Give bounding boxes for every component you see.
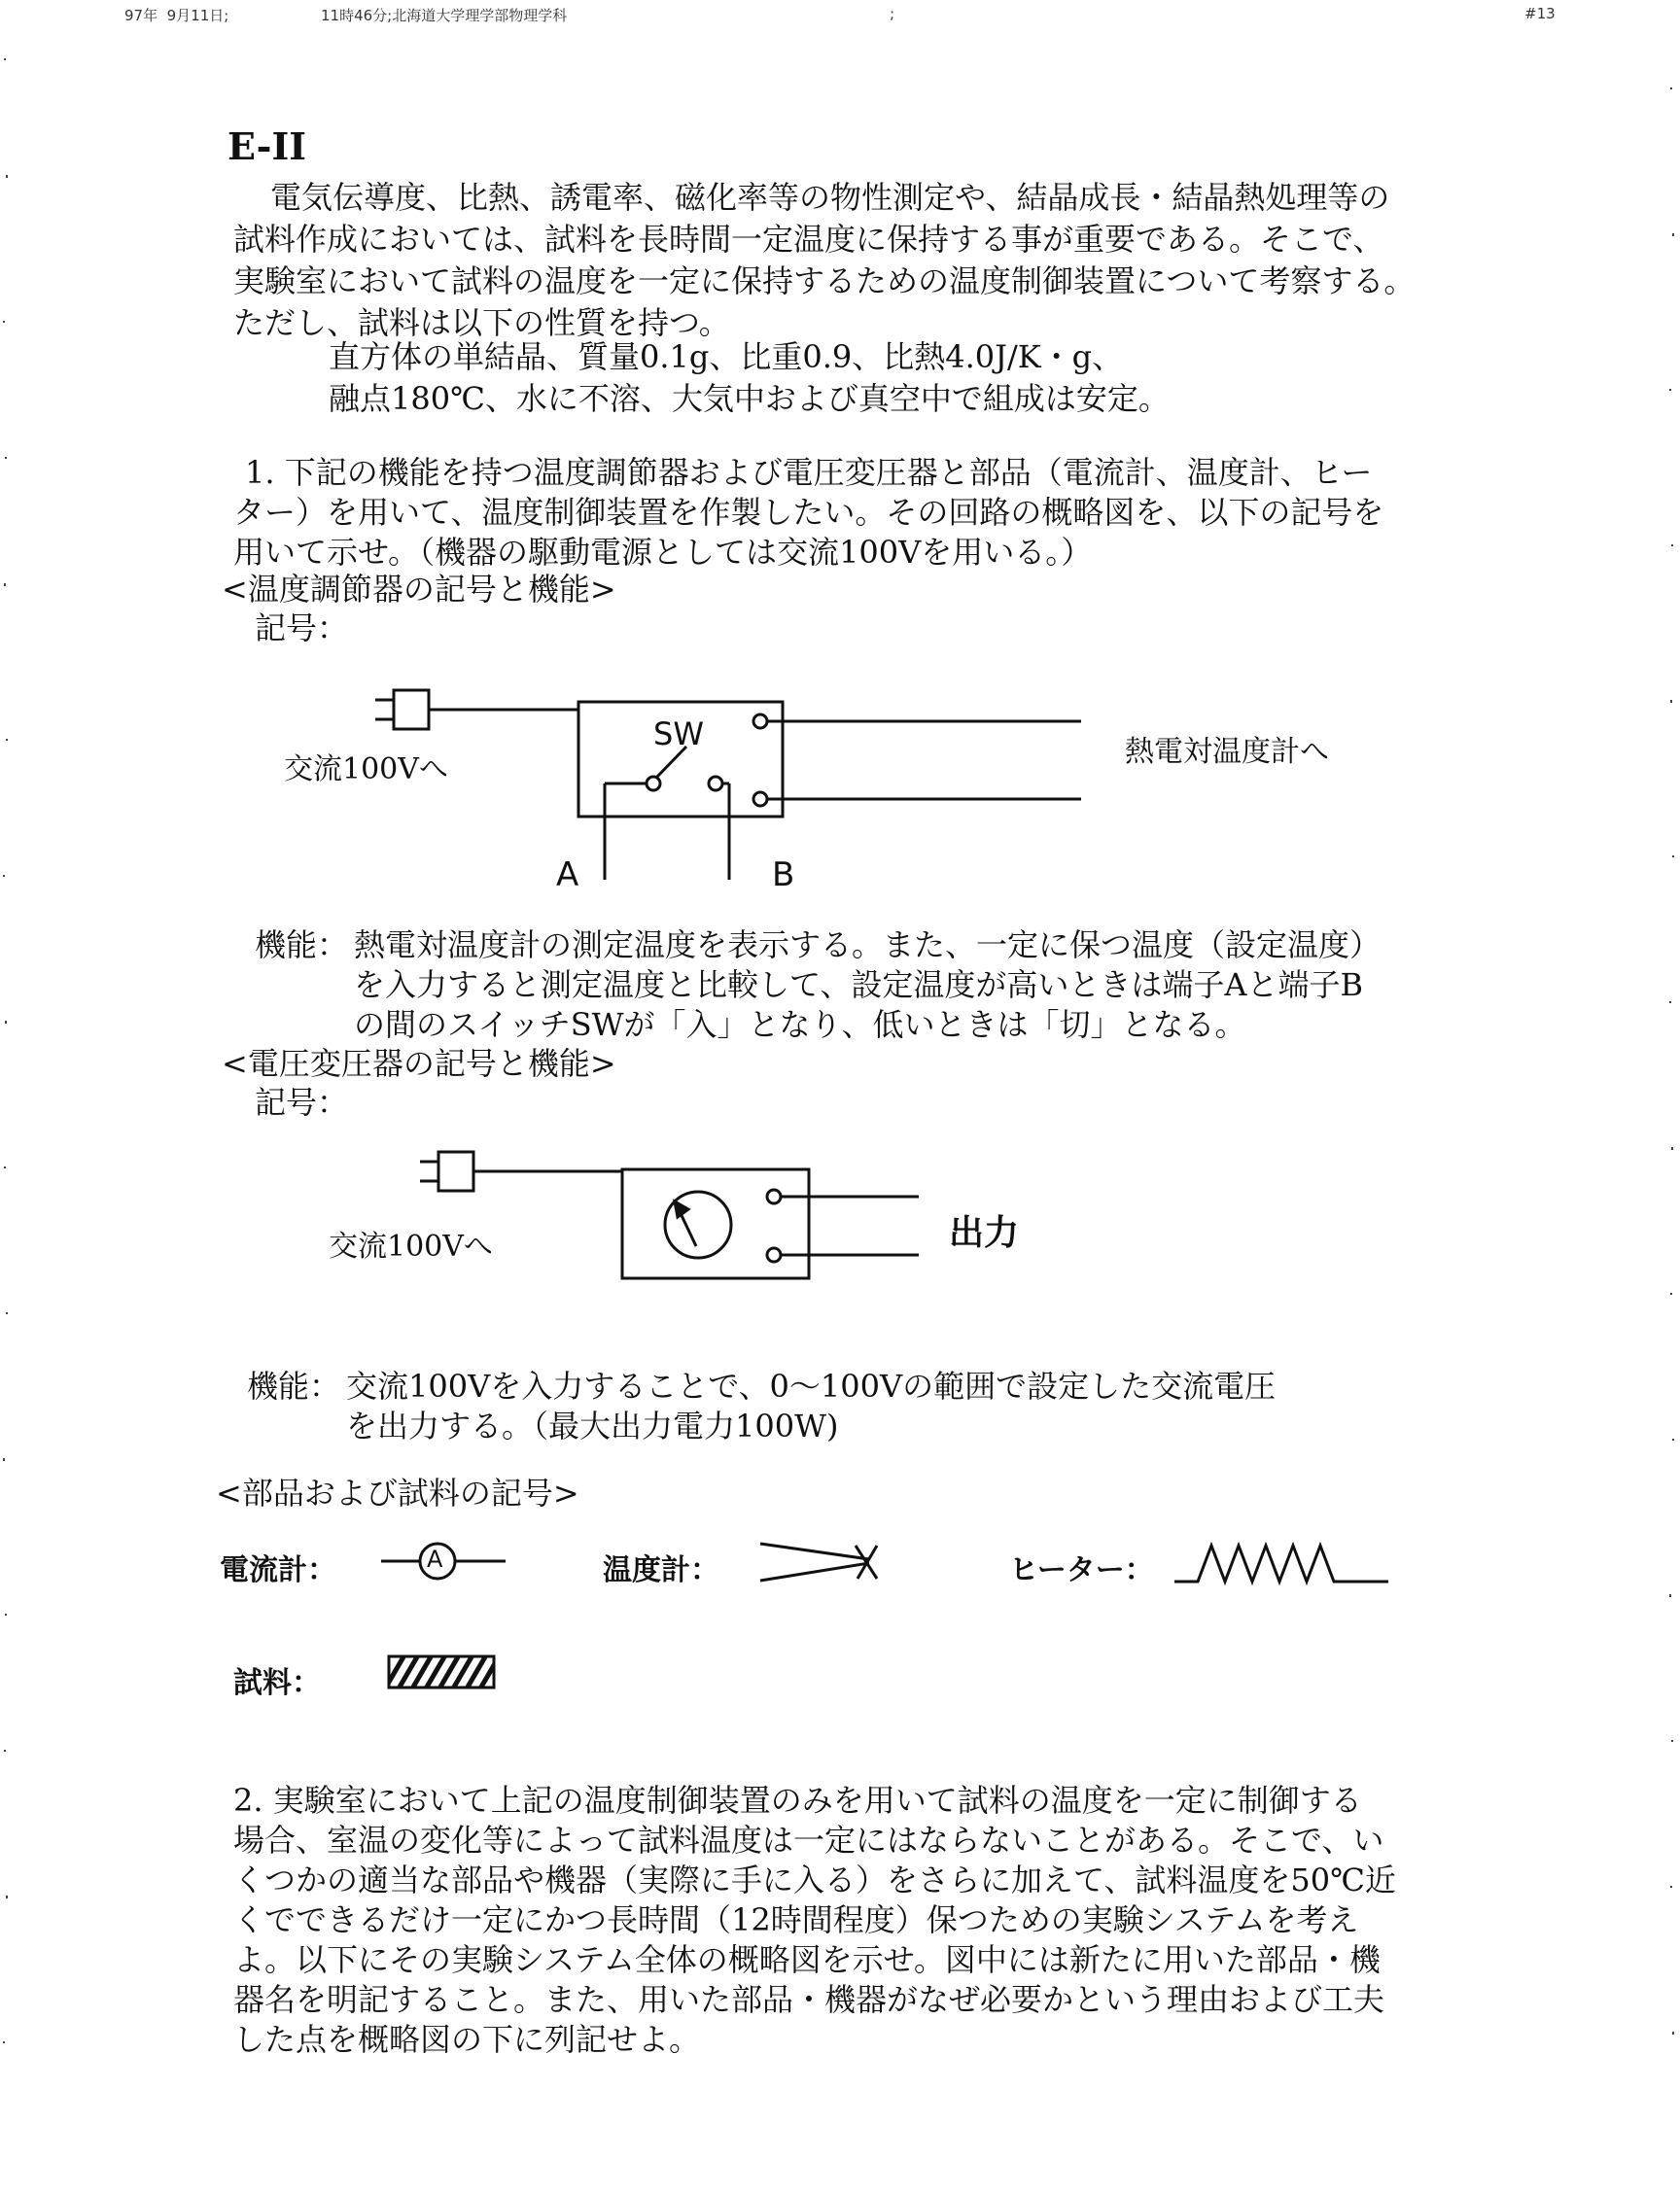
transformer-symbol-label: 記号： <box>255 1084 349 1121</box>
q2-line: 場合、室温の変化等によって試料温度は一定にはならないことがある。そこで、い <box>233 1822 1384 1859</box>
fax-page-number: #13 <box>1524 5 1556 22</box>
q2-line: した点を概略図の下に列記せよ。 <box>233 2021 701 2058</box>
parts-heading: <部品および試料の記号> <box>216 1475 579 1512</box>
sample-label: 試料： <box>233 1666 321 1700</box>
fax-time-sender: 11時46分;北海道大学理学部物理学科 <box>321 7 568 24</box>
output-label: 出力 <box>949 1213 1020 1253</box>
q2-line: よ。以下にその実験システム全体の概略図を示せ。図中には新たに用いた部品・機 <box>233 1941 1381 1978</box>
section-title: E-II <box>228 124 306 168</box>
intro-line: 実験室において試料の温度を一定に保持するための温度制御装置について考察する。 <box>233 262 1416 299</box>
sample-prop-line: 直方体の単結晶、質量0.1g、比重0.9、比熱4.0J/K・g、 <box>329 338 1124 375</box>
q2-line: くつかの適当な部品や機器（実際に手に入る）をさらに加えて、試料温度を50℃近 <box>233 1862 1396 1898</box>
controller-function-line: 熱電対温度計の測定温度を表示する。また、一定に保つ温度（設定温度） <box>354 926 1382 963</box>
ammeter-letter: A <box>427 1546 443 1573</box>
q1-line: 1. 下記の機能を持つ温度調節器および電圧変圧器と部品（電流計、温度計、ヒー <box>245 454 1373 491</box>
terminal-a-label: A <box>556 855 579 894</box>
fax-date: 97年 9月11日; <box>124 7 229 24</box>
controller-heading: <温度調節器の記号と機能> <box>222 571 616 608</box>
transformer-function-line: 交流100Vを入力することで、0〜100Vの範囲で設定した交流電圧 <box>346 1368 1277 1405</box>
thermometer-label: 温度計： <box>603 1553 719 1587</box>
q1-line: ター）を用いて、温度制御装置を作製したい。その回路の概略図を、以下の記号を <box>233 494 1384 531</box>
terminal-b-label: B <box>772 855 795 894</box>
q2-line: 器名を明記すること。また、用いた部品・機器がなぜ必要かという理由および工夫 <box>233 1981 1385 2018</box>
ammeter-label: 電流計： <box>220 1553 336 1587</box>
controller-function-line: を入力すると測定温度と比較して、設定温度が高いときは端子Aと端子B <box>354 966 1363 1003</box>
transformer-heading: <電圧変圧器の記号と機能> <box>222 1045 616 1082</box>
transformer-ac-label: 交流100Vへ <box>329 1230 493 1264</box>
controller-function-line: の間のスイッチSWが「入」となり、低いときは「切」となる。 <box>354 1006 1246 1043</box>
controller-function-label: 機能： <box>255 926 349 963</box>
controller-ac-label: 交流100Vへ <box>284 752 448 786</box>
question-2 <box>233 1781 1396 2060</box>
q1-line: 用いて示せ。（機器の駆動電源としては交流100Vを用いる。） <box>233 534 1093 571</box>
q2-line: くでできるだけ一定にかつ長時間（12時間程度）保つための実験システムを考え <box>233 1901 1359 1938</box>
transformer-function-line: を出力する。（最大出力電力100W) <box>346 1408 839 1445</box>
transformer-function-label: 機能： <box>247 1368 341 1405</box>
thermocouple-label: 熱電対温度計へ <box>1125 735 1329 769</box>
switch-label: SW <box>653 715 704 752</box>
intro-line: 電気伝導度、比熱、誘電率、磁化率等の物性測定や、結晶成長・結晶熱処理等の <box>270 179 1390 216</box>
intro-line: ただし、試料は以下の性質を持つ。 <box>233 304 730 341</box>
q2-line: 2. 実験室において上記の温度制御装置のみを用いて試料の温度を一定に制御する <box>233 1782 1362 1819</box>
sample-prop-line: 融点180℃、水に不溶、大気中および真空中で組成は安定。 <box>329 380 1170 417</box>
intro-line: 試料作成においては、試料を長時間一定温度に保持する事が重要である。そこで、 <box>233 221 1384 258</box>
fax-separator: ; <box>890 5 895 22</box>
heater-label: ヒーター： <box>1009 1553 1154 1587</box>
controller-symbol-label: 記号： <box>255 609 349 646</box>
